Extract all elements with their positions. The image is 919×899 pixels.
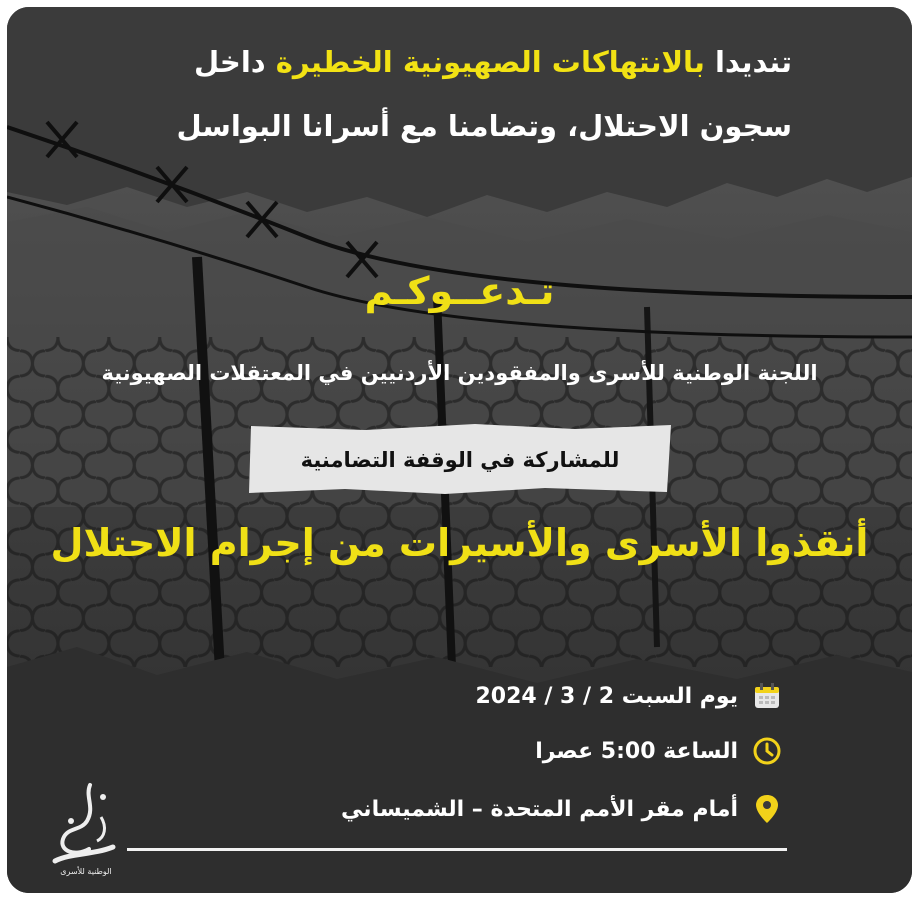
poster-card [7,7,912,893]
event-location: أمام مقر الأمم المتحدة – الشميساني [341,796,738,822]
clock-icon [750,734,784,768]
headline-line-1 [107,45,792,79]
headline-line-2: سجون الاحتلال، وتضامنا مع أسرانا البواسل [176,109,792,143]
calendar-icon [750,679,784,713]
invite-heading: تـدعــوكـم [364,269,555,313]
headline-suffix: داخل [194,45,276,79]
organization-logo [45,777,125,877]
slogan: أنقذوا الأسرى والأسيرات من إجرام الاحتلال [50,521,869,565]
event-time: الساعة 5:00 عصرا [535,738,738,764]
time-row [535,734,784,768]
date-row [475,679,784,713]
headline-prefix: تنديدا [704,45,792,79]
location-pin-icon [750,792,784,826]
logo-caption: الوطنية للأسرى [60,867,112,876]
organizer-name: اللجنة الوطنية للأسرى والمفقودين الأردنيين في المعتقلات الصهيونية [101,361,818,385]
footer-divider [127,848,787,851]
location-row [341,792,784,826]
event-date: يوم السبت 2 / 3 / 2024 [475,683,738,709]
headline-highlight: بالانتهاكات الصهيونية الخطيرة [275,45,705,79]
participation-text: للمشاركة في الوقفة التضامنية [300,448,620,472]
